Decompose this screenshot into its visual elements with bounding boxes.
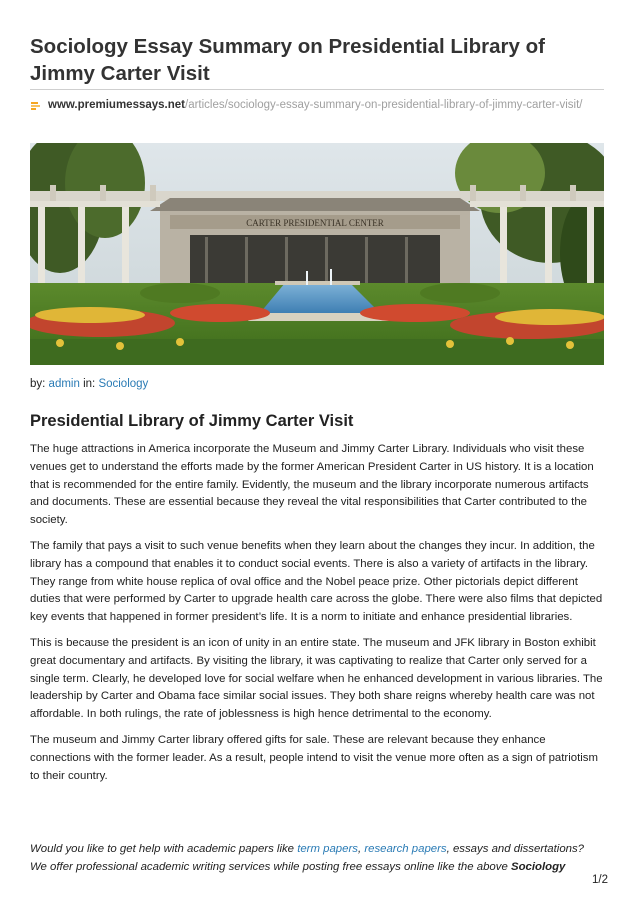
document-title: Sociology Essay Summary on Presidential Library of Jimmy Carter Visit: [30, 35, 545, 85]
footer-line2-prefix: We offer professional academic writing services while posting free essays online like the above: [30, 861, 511, 873]
section-heading: Presidential Library of Jimmy Carter Visit: [30, 412, 354, 430]
page-number: 1/2: [592, 874, 608, 886]
footer-sep: ,: [357, 843, 365, 855]
byline: [30, 376, 148, 392]
source-domain[interactable]: www.premiumessays.net: [48, 99, 185, 111]
building-sign-text: CARTER PRESIDENTIAL CENTER: [246, 218, 384, 228]
footer-line2-bold: Sociology: [510, 861, 566, 873]
author-link[interactable]: admin: [48, 378, 80, 390]
hero-photo: [30, 143, 604, 365]
source-path[interactable]: /articles/sociology-essay-summary-on-presidential-library-of-jimmy-carter-visit/: [185, 99, 583, 111]
paragraph: The family that pays a visit to such venue benefits when they learn about the changes they incur. In addition, the library has a compound that enables it to conduct social events. There is also a variety of artifacts in the library. They range from white house replica of oval office and the Nobel peace prize. Other pictorials depict different duties that were performed by Carter to upgrade health care across the globe. There were also films that depicted key events that happened in former president’s life. It is a norm to initiate and enhance presidential libraries.: [30, 539, 603, 624]
article-body: [30, 441, 604, 793]
term-papers-link[interactable]: term papers: [297, 843, 358, 855]
byline-in-label: in:: [83, 378, 96, 390]
footer-note: [30, 840, 608, 876]
category-link[interactable]: Sociology: [98, 378, 149, 390]
research-papers-link[interactable]: research papers: [364, 843, 447, 855]
feed-icon: [30, 100, 43, 111]
byline-by-label: by:: [30, 378, 46, 390]
paragraph: This is because the president is an icon of unity in an entire state. The museum and JFK library in Boston exhibit great documentary and artifacts. By visiting the library, it was captivating to realize that Carter only served for a single term. Clearly, he developed love for social welfare when he enhanced development in various libraries. The leadership by Carter and Obama face similar social issues. They both share reigns whereby health care was not affordable. In both rulings, the rate of joblessness is high hence detrimental to the economy.: [30, 636, 603, 721]
footer-line1-suffix: , essays and dissertations?: [446, 843, 585, 855]
paragraph: The huge attractions in America incorporate the Museum and Jimmy Carter Library. Individuals who visit these venues get to understand the efforts made by the former American President Carter in US history. It is a location that is recommended for the entire family. Evidently, the museum and the library incorporate numerous artifacts and documents. These are essential because they reveal the vital responsibilities that Carter contributed to the society.: [30, 443, 594, 527]
paragraph: The museum and Jimmy Carter library offered gifts for sale. These are relevant because they enhance connections with the former leader. As a result, people intend to visit the venue more often as a sign of patriotism to their country.: [30, 733, 598, 782]
title-divider: [30, 89, 604, 90]
footer-line1-prefix: Would you like to get help with academic papers like: [30, 843, 298, 855]
source-line: [30, 97, 610, 113]
